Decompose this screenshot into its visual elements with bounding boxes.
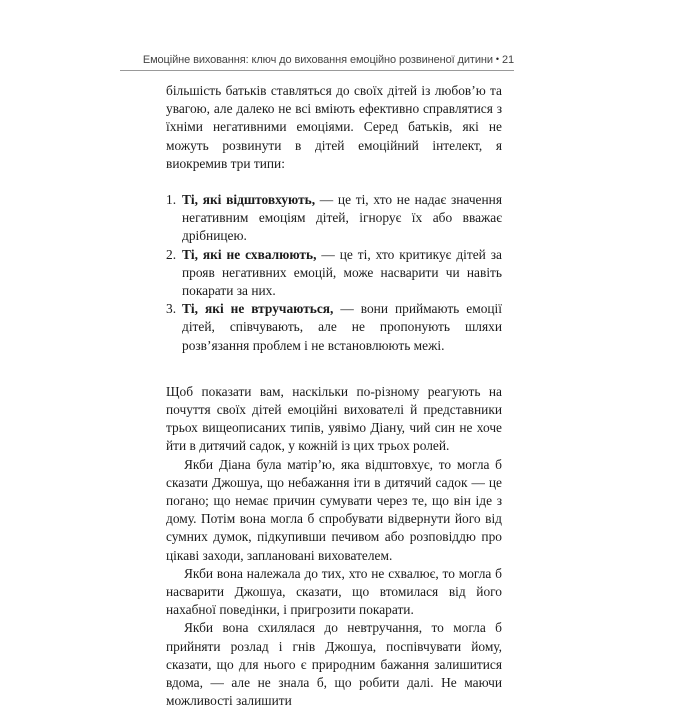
header-title: Емоційне виховання: ключ до виховання емоційно розвиненої дитини bbox=[142, 54, 493, 66]
list-text: — це ті, хто не надає значення негативним емоціям дітей, ігнорує їх або вважає дрібницею. bbox=[182, 192, 502, 244]
text-body bbox=[166, 82, 502, 711]
list-text: — це ті, хто критикує дітей за прояв негативних емоцій, може насварити чи навіть покарати за них. bbox=[182, 246, 502, 299]
list-lead: Ті, які не втручаються, bbox=[182, 301, 334, 317]
paragraph-5: Якби вона схилялася до невтручання, то могла б прийняти розлад і гнів Джошуа, поспівчувати йому, сказати, що для нього є природним бажання залишитися вдома, — але не знала б, що робити далі. Не маючи можливості залишити bbox=[166, 620, 502, 709]
paragraph-1: більшість батьків ставляться до своїх дітей із любов’ю та увагою, але далеко не всі вміють ефективно справлятися з їхніми негативними емоціями. Серед батьків, які не можуть розвинути в дітей емоційний інтелект, я виокремив три типи: bbox=[166, 83, 502, 171]
parent-types-list bbox=[166, 191, 502, 355]
list-number: 2. bbox=[166, 246, 177, 262]
paragraph-4: Якби вона належала до тих, хто не схвалює, то могла б насварити Джошуа, сказати, що втомилася від його нахабної поведінки, і пригрозити покарати. bbox=[166, 565, 502, 618]
list-item bbox=[166, 300, 502, 355]
paragraph-3: Якби Діана була матір’ю, яка відштовхує, то могла б сказати Джошуа, що небажання іти в дитячий садок — це погано; що немає причин сумувати через те, що він іде з дому. Потім вона могла б спробувати відвернути його від сумних думок, підкупивши печивом або розповіддю про цікаві заходи, заплановані вихователем. bbox=[166, 456, 502, 563]
header-bullet-icon: • bbox=[495, 54, 499, 64]
list-lead: Ті, які відштовхують, bbox=[182, 192, 316, 208]
running-header bbox=[120, 54, 514, 66]
list-number: 3. bbox=[166, 301, 177, 317]
list-item bbox=[166, 246, 502, 301]
list-number: 1. bbox=[166, 192, 177, 208]
list-item bbox=[166, 191, 502, 246]
list-text: — вони приймають емоції дітей, співчувають, але не пропонують шляхи розв’язання проблем і не встановлюють межі. bbox=[182, 301, 502, 353]
header-rule bbox=[120, 70, 514, 71]
page-number: 21 bbox=[501, 54, 514, 66]
list-lead: Ті, які не схвалюють, bbox=[182, 246, 317, 262]
paragraph-2: Щоб показати вам, наскільки по-різному реагують на почуття своїх дітей емоційні вихователі й представники трьох вищеописаних типів, уявімо Діану, чий син не хоче йти в дитячий садок, у кожній із цих трьох ролей. bbox=[166, 383, 502, 454]
